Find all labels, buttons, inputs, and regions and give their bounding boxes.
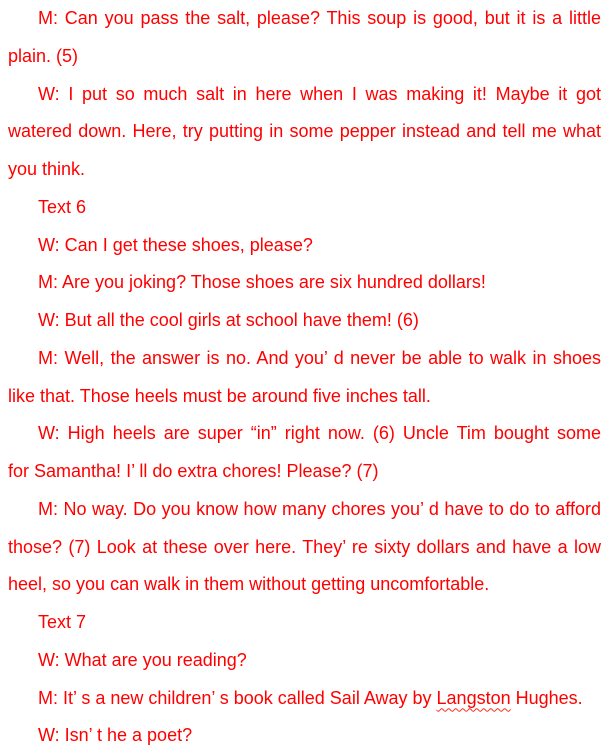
section-heading-paragraph (8, 189, 601, 227)
dialogue-line: M: No way. Do you know how many chores you’ d have to do to afford (38, 498, 601, 519)
dialogue-paragraph (8, 680, 601, 718)
dialogue-line: for Samantha! I’ ll do extra chores! Please? (7) (8, 461, 379, 481)
section-heading: Text 6 (38, 196, 87, 217)
dialogue-paragraph (8, 0, 601, 76)
dialogue-line: M: Can you pass the salt, please? This soup is good, but it is a little (38, 8, 601, 28)
dialogue-paragraph (8, 76, 601, 189)
dialogue-line: M: Are you joking? Those shoes are six hundred dollars! (38, 272, 486, 293)
dialogue-line: heel, so you can walk in them without getting uncomfortable. (8, 574, 490, 595)
dialogue-paragraph (8, 264, 601, 302)
dialogue-line: W: Isn’ t he a poet? (38, 725, 193, 746)
dialogue-paragraph (8, 415, 601, 491)
dialogue-line: like that. Those heels must be around five inches tall. (8, 385, 431, 406)
dialogue-line: W: But all the cool girls at school have them! (6) (38, 310, 419, 330)
dialogue-line: watered down. Here, try putting in some pepper instead and tell me what (8, 121, 601, 142)
dialogue-paragraph (8, 340, 601, 416)
dialogue-paragraph (8, 717, 601, 755)
dialogue-line: you think. (8, 159, 86, 179)
dialogue-paragraph (8, 227, 601, 265)
dialogue-line: M: It’ s a new children’ s book called Sail Away by Langston Hughes. (38, 687, 583, 708)
section-heading-paragraph (8, 604, 601, 642)
dialogue-line: W: Can I get these shoes, please? (38, 234, 313, 255)
dialogue-line: plain. (5) (8, 45, 79, 66)
dialogue-line: those? (7) Look at these over here. They’ re sixty dollars and have a low (8, 536, 601, 557)
dialogue-paragraph (8, 642, 601, 680)
dialogue-line: W: I put so much salt in here when I was making it! Maybe it got (38, 83, 601, 104)
spellcheck-underline: Langston (436, 687, 511, 708)
dialogue-paragraph (8, 302, 601, 340)
dialogue-line: M: Well, the answer is no. And you’ d never be able to walk in shoes (38, 347, 601, 368)
section-heading: Text 7 (38, 612, 87, 632)
dialogue-line: W: High heels are super “in” right now. (6) Uncle Tim bought some (38, 423, 601, 444)
dialogue-line: W: What are you reading? (38, 649, 247, 670)
dialogue-paragraph (8, 491, 601, 604)
